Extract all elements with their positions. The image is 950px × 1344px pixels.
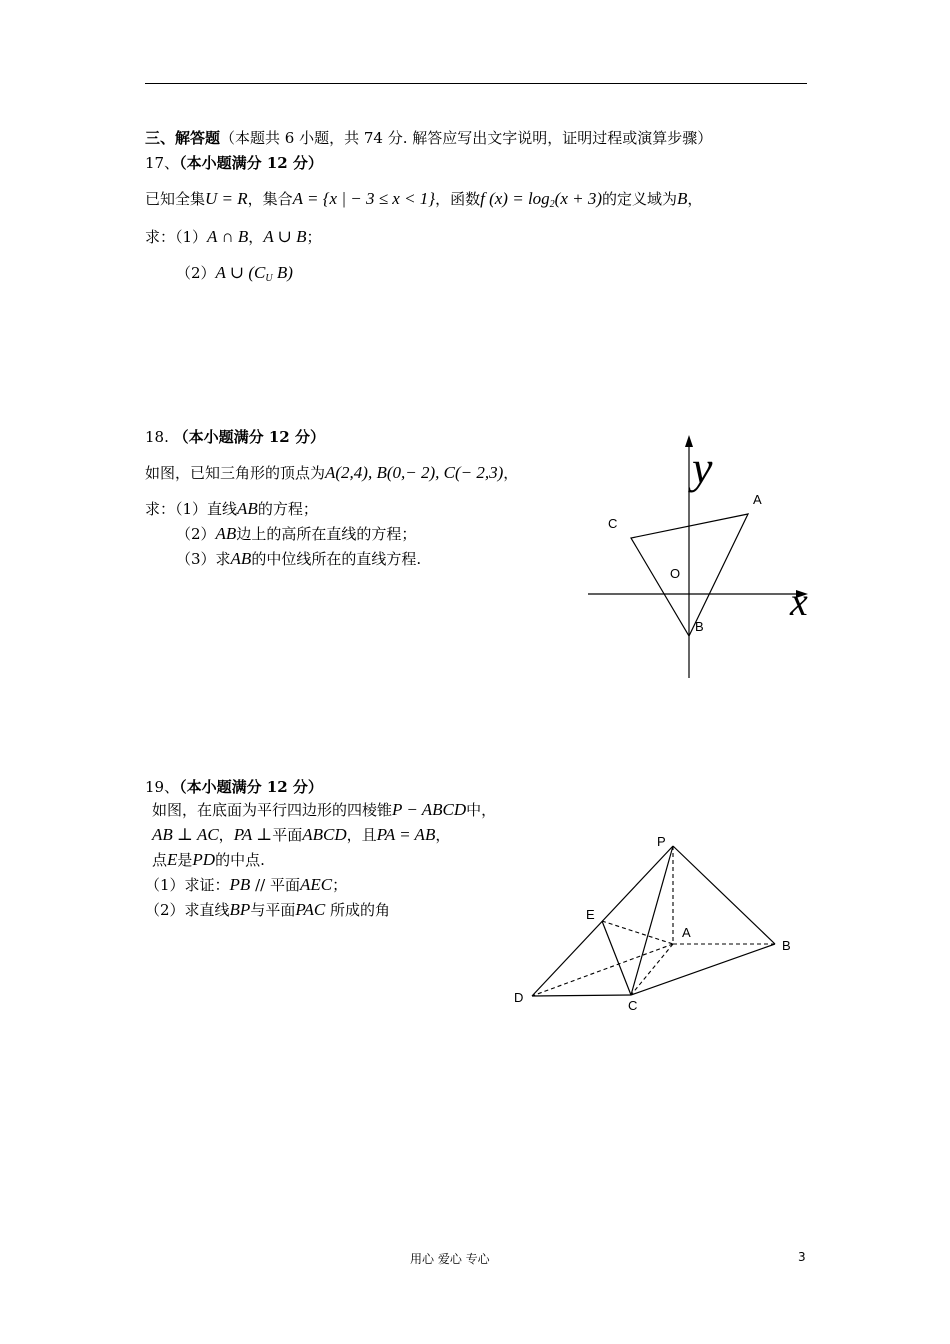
q19-part1: （1）求证：PB // 平面AEC； — [145, 875, 348, 894]
point-a-label: A — [682, 925, 691, 940]
pyramid-figure — [505, 825, 805, 1025]
q18-statement: 如图，已知三角形的顶点为A(2,4), B(0,− 2), C(− 2,3)， — [145, 463, 519, 482]
q19-line2: AB ⊥ AC，PA ⊥平面ABCD，且PA = AB， — [152, 825, 451, 844]
y-axis-label: y — [692, 442, 713, 493]
page-number: 3 — [798, 1250, 806, 1264]
union-expr: A ∪ B — [263, 227, 307, 246]
function-definition: f $(x) = \log_2(x + 3)$ — [480, 189, 603, 210]
point-e-label: E — [586, 907, 595, 922]
q17-statement: 已知全集U = R，集合A = {x | − 3 ≤ x < 1}，函数f $(x) = \log_2(x + 3)$的定义域为B， — [145, 189, 703, 210]
point-p-label: P — [657, 834, 666, 849]
q18-score: （本小题满分 12 分） — [173, 428, 325, 446]
edge-dc — [532, 995, 631, 996]
q18-part1: 求：（1）直线AB的方程； — [145, 499, 318, 518]
q17-part1: 求：（1）A ∩ B，A ∪ B； — [145, 227, 322, 246]
intersection-expr: A ∩ B — [207, 227, 249, 246]
vertex-a-label: A — [753, 492, 762, 507]
set-a-definition: A = {x | − 3 ≤ x < 1} — [292, 189, 436, 208]
q18-heading — [145, 426, 325, 447]
section-title: 三、解答题 — [145, 129, 221, 147]
q18-part3: （3）求AB的中位线所在的直线方程. — [176, 549, 422, 568]
complement-union-expr: A ∪ ($C_U$ B) — [215, 263, 293, 284]
vertex-b-label: B — [695, 619, 704, 634]
pyramid-name: P − ABCD — [392, 800, 467, 819]
point-d-label: D — [514, 990, 524, 1005]
q19-score: （本小题满分 12 分） — [179, 778, 323, 796]
section-heading — [145, 127, 712, 148]
edge-ea — [602, 921, 673, 944]
point-b-label: B — [782, 938, 791, 953]
footer-motto: 用心 爱心 专心 — [410, 1252, 490, 1266]
section-note: （本题共 6 小题，共 74 分. 解答应写出文字说明，证明过程或演算步骤） — [220, 129, 713, 147]
q17-part2: （2）A ∪ ($C_U$ B) — [176, 263, 293, 284]
q18-number: 18. — [145, 428, 169, 446]
edge-ec — [602, 921, 631, 995]
q19-line3: 点E是PD的中点. — [152, 850, 265, 869]
q17-number: 17、 — [145, 154, 180, 172]
q19-heading — [145, 776, 323, 797]
x-axis-label: x — [790, 579, 808, 624]
universal-set: U = R — [205, 189, 248, 208]
q19-part2: （2）求直线BP与平面PAC 所成的角 — [145, 900, 391, 919]
q17-score: （本小题满分 12 分） — [179, 154, 323, 172]
q18-part2: （2）AB边上的高所在直线的方程； — [176, 524, 417, 543]
origin-label: O — [670, 566, 681, 581]
triangle-vertices: A(2,4), B(0,− 2), C(− 2,3) — [325, 463, 504, 482]
header-rule — [145, 83, 807, 84]
q19-line1: 如图，在底面为平行四边形的四棱锥P − ABCD中， — [152, 800, 497, 819]
q17-heading — [145, 152, 323, 173]
point-c-label: C — [628, 998, 638, 1013]
triangle-figure — [570, 425, 830, 685]
q19-number: 19、 — [145, 778, 180, 796]
vertex-c-label: C — [608, 516, 618, 531]
